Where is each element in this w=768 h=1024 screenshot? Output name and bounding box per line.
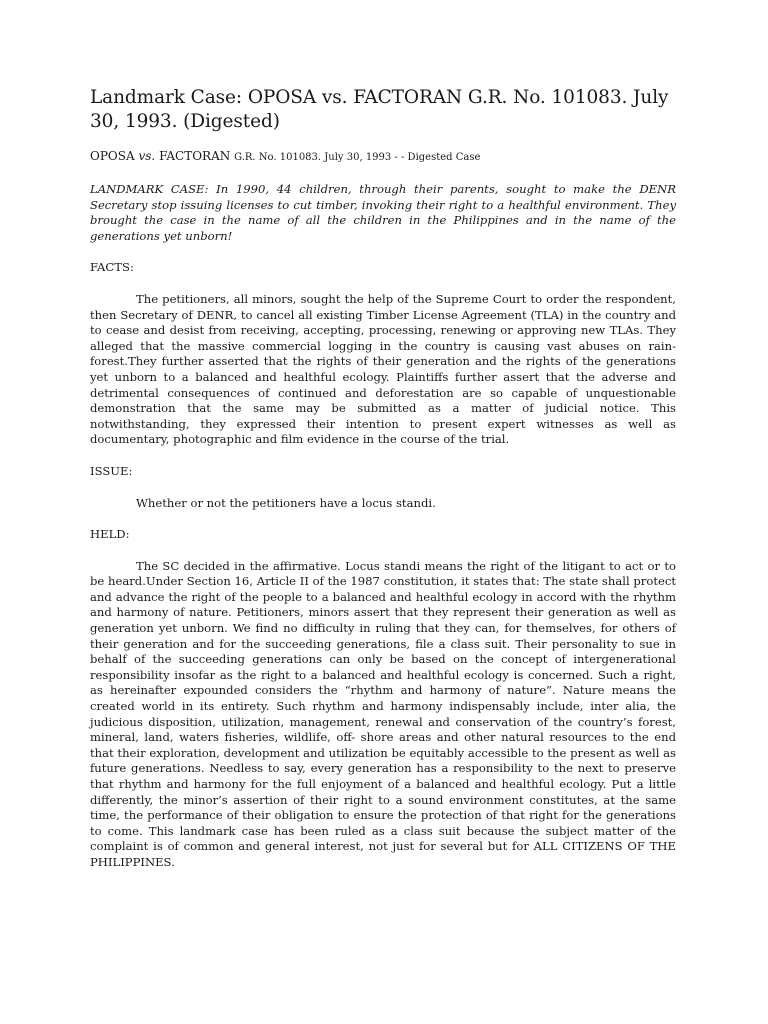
facts-paragraph: The petitioners, all minors, sought the help of the Supreme Court to order the respondent, then Secretary of DENR, to cancel all existing Timber License Agreement (TLA) in the country and to cease and desist from receiving, accepting, processing, renewing or approving new TLAs. They alleged that the massive commercial logging in the country is causing vast abuses on rain-forest.They further asserted that the rights of their generation and the rights of the generations yet unborn to a balanced and healthful ecology. Plaintiffs further assert that the adverse and detrimental consequences of continued and deforestation are so capable of unquestionable demonstration that the same may be submitted as a matter of judicial notice. This notwithstanding, they expressed their intention to present expert witnesses as well as documentary, photographic and film evidence in the course of the trial.	[90, 291, 676, 447]
document-page	[90, 86, 676, 887]
issue-paragraph: Whether or not the petitioners have a locus standi.	[136, 495, 436, 510]
subtitle-petitioner: OPOSA	[90, 149, 135, 163]
document-title: Landmark Case: OPOSA vs. FACTORAN G.R. No. 101083. July 30, 1993. (Digested)	[90, 87, 669, 132]
case-subtitle	[90, 148, 676, 166]
held-heading: HELD:	[90, 527, 130, 542]
subtitle-detail: G.R. No. 101083. July 30, 1993 - - Digested Case	[234, 152, 481, 163]
intro-paragraph: LANDMARK CASE: In 1990, 44 children, through their parents, sought to make the DENR Secretary stop issuing licenses to cut timber, invoking their right to a healthful environment. They brought the case in the name of all the children in the Philippines and in the name of the generations yet unborn!	[90, 182, 676, 243]
subtitle-respondent: FACTORAN	[159, 149, 231, 163]
facts-heading: FACTS:	[90, 260, 134, 275]
subtitle-vs: vs.	[138, 149, 156, 163]
held-paragraph: The SC decided in the affirmative. Locus standi means the right of the litigant to act or to be heard.Under Section 16, Article II of the 1987 constitution, it states that: The state shall protect and advance the right of the people to a balanced and healthful ecology in accord with the rhythm and harmony of nature. Petitioners, minors assert that they represent their generation as well as generation yet unborn. We find no difficulty in ruling that they can, for themselves, for others of their generation and for the succeeding generations, file a class suit. Their personality to sue in behalf of the succeeding generations can only be based on the concept of intergenerational responsibility insofar as the right to a balanced and healthful ecology is concerned. Such a right, as hereinafter expounded considers the “rhythm and harmony of nature”. Nature means the created world in its entirety. Such rhythm and harmony indispensably include, inter alia, the judicious disposition, utilization, management, renewal and conservation of the country’s forest, mineral, land, waters fisheries, wildlife, off- shore areas and other natural resources to the end that their exploration, development and utilization be equitably accessible to the present as well as future generations. Needless to say, every generation has a responsibility to the next to preserve that rhythm and harmony for the full enjoyment of a balanced and healthful ecology. Put a little differently, the minor’s assertion of their right to a sound environment constitutes, at the same time, the performance of their obligation to ensure the protection of that right for the generations to come. This landmark case has been ruled as a class suit because the subject matter of the complaint is of common and general interest, not just for several but for ALL CITIZENS OF THE PHILIPPINES.	[90, 558, 676, 869]
issue-heading: ISSUE:	[90, 463, 133, 478]
